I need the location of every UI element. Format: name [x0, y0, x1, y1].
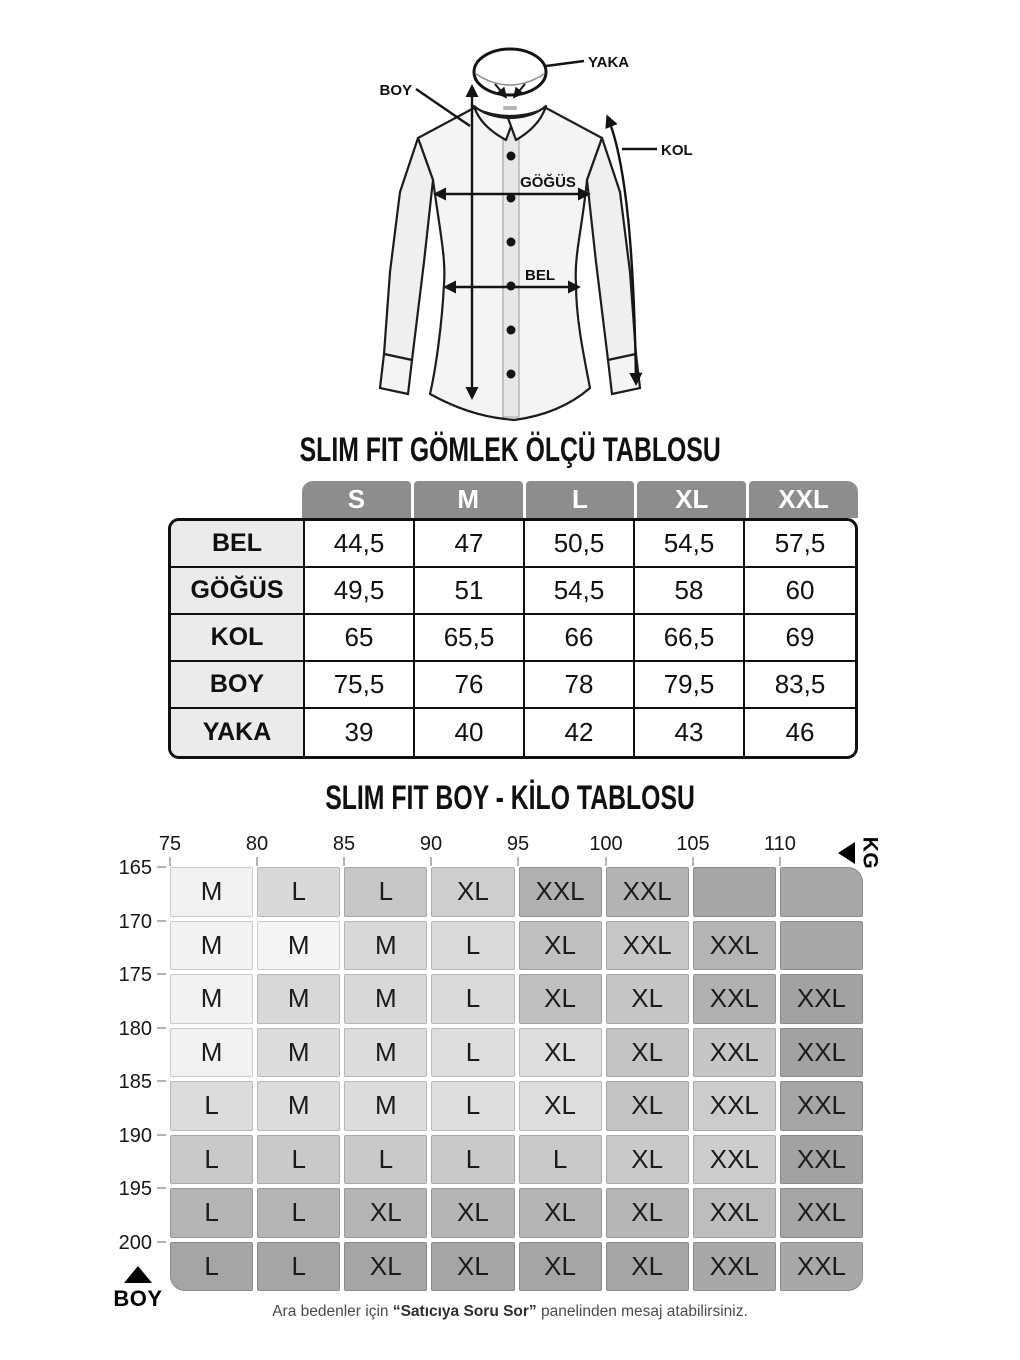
- fit-table-title: SLIM FIT BOY - KİLO TABLOSU: [325, 777, 695, 818]
- size-row-label: GÖĞÜS: [171, 568, 305, 615]
- fit-cell: XL: [519, 1242, 602, 1292]
- size-value-cell: 57,5: [745, 521, 855, 568]
- fit-cell: M: [170, 974, 253, 1024]
- fit-cell: L: [257, 1242, 340, 1292]
- size-value-cell: 44,5: [305, 521, 415, 568]
- fit-cell: M: [257, 1028, 340, 1078]
- fit-cell: XXL: [693, 974, 776, 1024]
- boy-tick-label: 190: [118, 1125, 152, 1147]
- fit-cell: L: [431, 1081, 514, 1131]
- size-row-label: BEL: [171, 521, 305, 568]
- boy-tick-mark: [157, 920, 166, 922]
- fit-cell: XXL: [693, 1242, 776, 1292]
- fit-cell: XL: [519, 974, 602, 1024]
- boy-tick-label: 175: [118, 964, 152, 986]
- fit-cell: XXL: [780, 1081, 863, 1131]
- boy-pointer-line: [416, 89, 470, 126]
- size-value-cell: 42: [525, 709, 635, 756]
- size-value-cell: 50,5: [525, 521, 635, 568]
- fit-cell: XL: [606, 1135, 689, 1185]
- fit-cell: XXL: [519, 867, 602, 917]
- size-value-cell: 54,5: [635, 521, 745, 568]
- fit-cell: L: [431, 1135, 514, 1185]
- fit-cell: [780, 921, 863, 971]
- boy-tick-mark: [157, 1187, 166, 1189]
- yaka-pointer-line: [546, 61, 584, 66]
- boy-tick-mark: [157, 866, 166, 868]
- kg-tick-mark: [517, 857, 519, 866]
- boy-arrow-icon: [124, 1266, 152, 1283]
- size-value-cell: 43: [635, 709, 745, 756]
- fit-cell: L: [257, 1188, 340, 1238]
- size-table-body: [168, 518, 858, 759]
- size-value-cell: 76: [415, 662, 525, 709]
- fit-cell: XL: [519, 1028, 602, 1078]
- size-value-cell: 78: [525, 662, 635, 709]
- kg-tick-label: 85: [332, 833, 356, 855]
- fit-cell: M: [257, 1081, 340, 1131]
- size-col-header: XL: [637, 481, 746, 518]
- kg-tick-label: 80: [245, 833, 269, 855]
- size-table: [168, 481, 858, 759]
- collar-logo: [503, 106, 517, 110]
- size-col-header: L: [526, 481, 635, 518]
- fit-cell: XXL: [780, 1135, 863, 1185]
- boy-diagram-label: BOY: [379, 82, 412, 99]
- fit-cell: L: [344, 867, 427, 917]
- fit-cell: M: [170, 867, 253, 917]
- fit-cell: M: [344, 974, 427, 1024]
- fit-cell: XL: [431, 867, 514, 917]
- kg-tick-label: 110: [764, 833, 796, 855]
- fit-cell: M: [257, 921, 340, 971]
- size-value-cell: 60: [745, 568, 855, 615]
- fit-cell: M: [257, 974, 340, 1024]
- size-value-cell: 49,5: [305, 568, 415, 615]
- fit-cell: XL: [519, 1081, 602, 1131]
- size-value-cell: 65,5: [415, 615, 525, 662]
- fit-cell: XL: [519, 1188, 602, 1238]
- kg-tick-label: 90: [419, 833, 443, 855]
- boy-axis-label: BOY: [113, 1286, 163, 1311]
- boy-tick-mark: [157, 1134, 166, 1136]
- footer-note: [0, 1303, 1020, 1321]
- fit-cell: XXL: [693, 1135, 776, 1185]
- bel-diagram-label: BEL: [525, 267, 555, 284]
- fit-cell: XXL: [693, 1028, 776, 1078]
- fit-cell: L: [170, 1135, 253, 1185]
- kg-tick-mark: [605, 857, 607, 866]
- fit-cell: L: [170, 1242, 253, 1292]
- size-value-cell: 47: [415, 521, 525, 568]
- size-value-cell: 66,5: [635, 615, 745, 662]
- fit-cell: XL: [519, 921, 602, 971]
- size-value-cell: 58: [635, 568, 745, 615]
- size-value-cell: 66: [525, 615, 635, 662]
- fit-cell: L: [170, 1188, 253, 1238]
- kg-tick-mark: [169, 857, 171, 866]
- kg-tick-label: 95: [506, 833, 530, 855]
- yaka-diagram-label: YAKA: [588, 54, 630, 71]
- fit-cell: L: [257, 1135, 340, 1185]
- size-row-label: BOY: [171, 662, 305, 709]
- boy-tick-label: 195: [118, 1178, 152, 1200]
- boy-tick-mark: [157, 1080, 166, 1082]
- fit-cell: L: [170, 1081, 253, 1131]
- fit-table-grid: [170, 867, 863, 1291]
- kol-diagram-label: KOL: [661, 142, 693, 159]
- boy-tick-mark: [157, 973, 166, 975]
- size-value-cell: 65: [305, 615, 415, 662]
- kg-tick-label: 75: [158, 833, 182, 855]
- collar-measure-ellipse: [474, 49, 546, 95]
- size-col-header: XXL: [749, 481, 858, 518]
- boy-tick-label: 180: [118, 1018, 152, 1040]
- size-col-header: M: [414, 481, 523, 518]
- kg-tick-mark: [430, 857, 432, 866]
- boy-tick-label: 185: [118, 1071, 152, 1093]
- size-table-header: [302, 481, 858, 518]
- footer-suffix: panelinden mesaj atabilirsiniz.: [536, 1303, 748, 1320]
- kg-axis-label: KG: [858, 836, 882, 870]
- shirt-left-cuff: [380, 354, 412, 394]
- fit-cell: XXL: [693, 1081, 776, 1131]
- boy-axis: [100, 857, 168, 1297]
- kg-tick-mark: [779, 857, 781, 866]
- footer-bold: “Satıcıya Soru Sor”: [392, 1303, 537, 1320]
- fit-cell: XXL: [780, 1242, 863, 1292]
- size-value-cell: 69: [745, 615, 855, 662]
- fit-cell: [693, 867, 776, 917]
- kg-tick-mark: [256, 857, 258, 866]
- fit-cell: L: [344, 1135, 427, 1185]
- footer-prefix: Ara bedenler için: [272, 1303, 393, 1320]
- fit-cell: L: [431, 921, 514, 971]
- fit-cell: XL: [606, 1028, 689, 1078]
- fit-cell: M: [344, 1081, 427, 1131]
- size-value-cell: 75,5: [305, 662, 415, 709]
- kg-arrow-icon: [838, 842, 855, 864]
- fit-cell: XXL: [606, 867, 689, 917]
- fit-cell: XL: [344, 1188, 427, 1238]
- size-row-label: YAKA: [171, 709, 305, 756]
- boy-tick-label: 200: [118, 1232, 152, 1254]
- kg-tick-mark: [343, 857, 345, 866]
- fit-cell: XXL: [606, 921, 689, 971]
- size-value-cell: 79,5: [635, 662, 745, 709]
- fit-cell: M: [344, 921, 427, 971]
- kg-tick-label: 100: [589, 833, 623, 855]
- size-value-cell: 46: [785, 717, 815, 747]
- fit-cell: L: [257, 867, 340, 917]
- kg-tick-mark: [692, 857, 694, 866]
- fit-cell: [780, 867, 863, 917]
- size-value-cell: 51: [415, 568, 525, 615]
- fit-cell: XL: [344, 1242, 427, 1292]
- size-col-header: S: [302, 481, 411, 518]
- boy-tick-mark: [157, 1027, 166, 1029]
- size-row-label: KOL: [171, 615, 305, 662]
- fit-cell: M: [344, 1028, 427, 1078]
- fit-cell: XL: [606, 974, 689, 1024]
- fit-cell: XL: [606, 1242, 689, 1292]
- shirt-diagram: [300, 22, 720, 437]
- size-value-cell: 83,5: [745, 662, 855, 709]
- fit-cell: XXL: [780, 1028, 863, 1078]
- fit-cell: XL: [606, 1188, 689, 1238]
- kg-axis: [158, 833, 863, 867]
- boy-tick-mark: [157, 1241, 166, 1243]
- fit-cell: M: [170, 1028, 253, 1078]
- fit-cell: XL: [606, 1081, 689, 1131]
- fit-cell: XXL: [780, 1188, 863, 1238]
- fit-cell: XL: [431, 1242, 514, 1292]
- fit-cell: XXL: [693, 1188, 776, 1238]
- gogus-diagram-label: GÖĞÜS: [520, 174, 576, 191]
- boy-tick-label: 170: [118, 911, 152, 933]
- fit-cell: XXL: [693, 921, 776, 971]
- size-table-title: SLIM FIT GÖMLEK ÖLÇÜ TABLOSU: [299, 429, 721, 470]
- fit-cell: M: [170, 921, 253, 971]
- size-value-cell: 39: [305, 709, 415, 756]
- fit-cell: XXL: [780, 974, 863, 1024]
- kg-tick-label: 105: [676, 833, 710, 855]
- boy-tick-label: 165: [118, 857, 152, 879]
- shirt-left-sleeve: [384, 138, 433, 360]
- fit-cell: XL: [431, 1188, 514, 1238]
- size-value-cell: 40: [415, 709, 525, 756]
- size-value-cell: 54,5: [525, 568, 635, 615]
- fit-cell: L: [519, 1135, 602, 1185]
- fit-cell: L: [431, 1028, 514, 1078]
- fit-cell: L: [431, 974, 514, 1024]
- shirt-right-sleeve: [587, 138, 636, 360]
